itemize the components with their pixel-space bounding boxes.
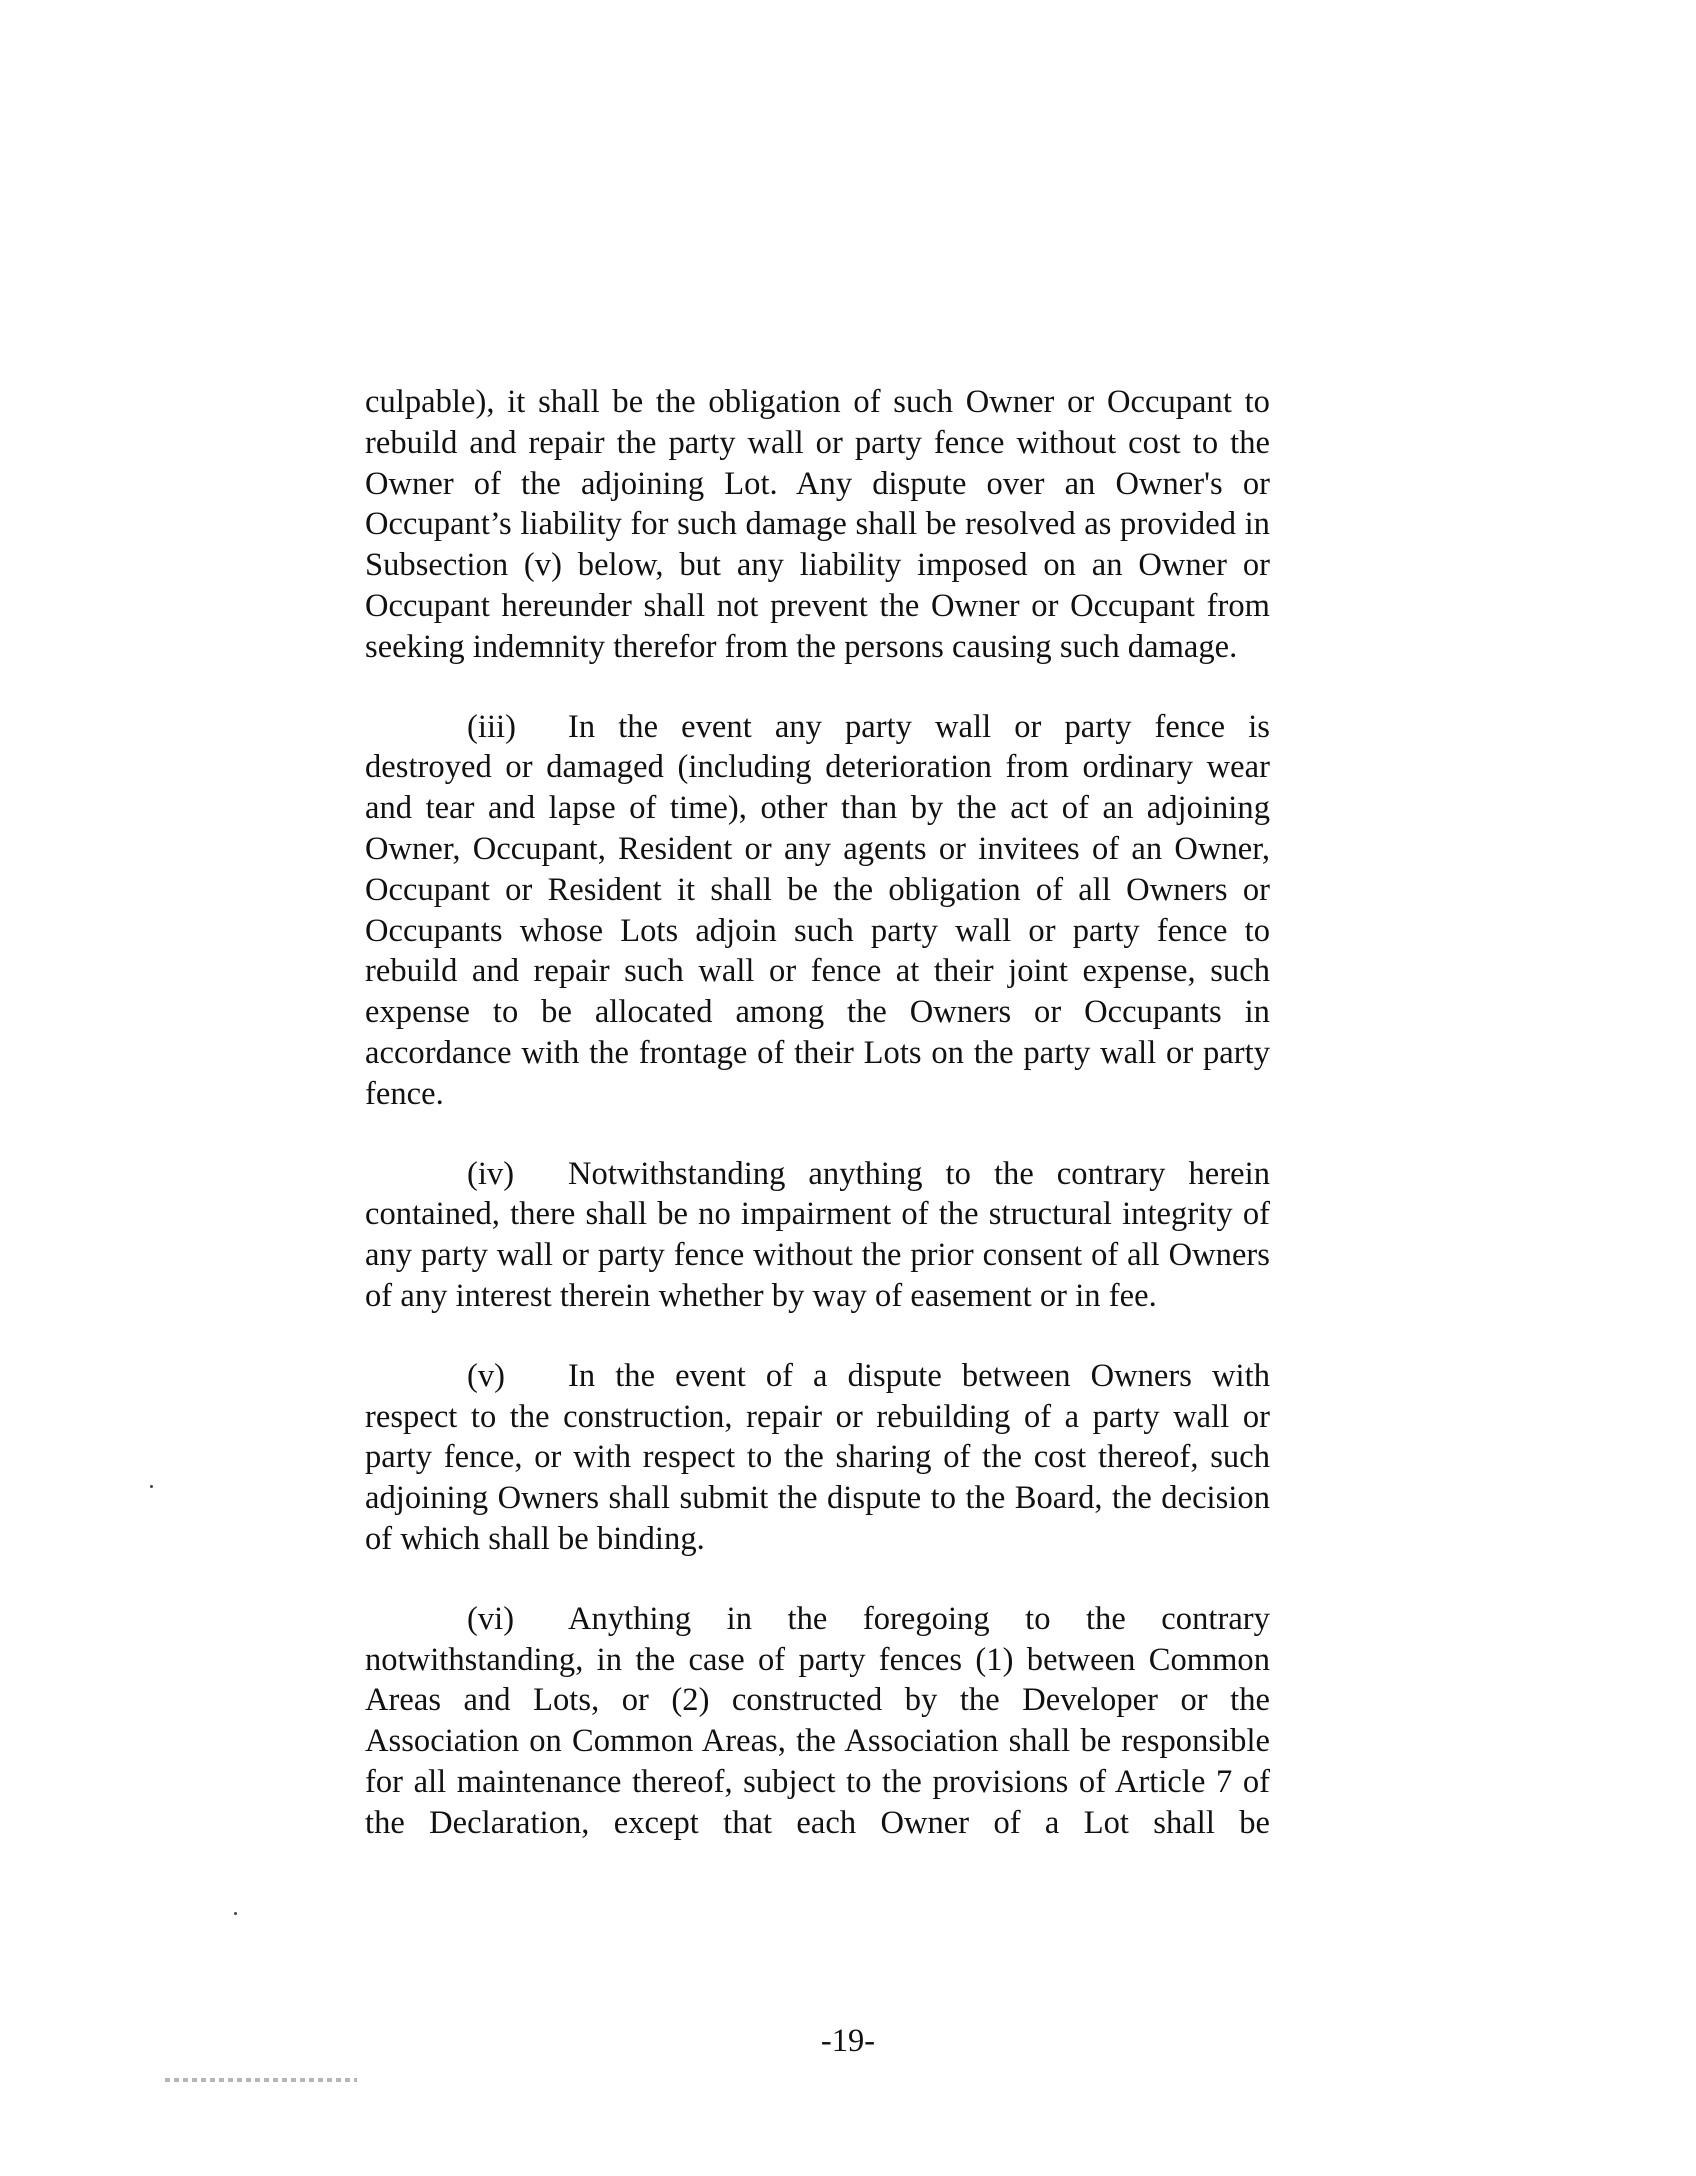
paragraph-text: In the event of a dispute between Owners with respect to the construction, repair or rebuilding of a party wall or party fence, or with respect to the sharing of the cost thereof, such adjoining Owners shall submit the dispute to the Board, the decision of which shall be binding. (365, 1357, 1270, 1557)
paragraph-text: In the event any party wall or party fence is destroyed or damaged (including deterioration from ordinary wear and tear and lapse of time), other than by the act of an adjoining Owner, Occupant, Resident or any agents or invitees of an Owner, Occupant or Resident it shall be the obligation of all Owners or Occupants whose Lots adjoin such party wall or party fence to rebuild and repair such wall or fence at their joint expense, such expense to be allocated among the Owners or Occupants in accordance with the frontage of their Lots on the party wall or party fence. (365, 708, 1270, 1112)
paragraph-v (365, 1356, 1270, 1560)
paragraph-iv (365, 1154, 1270, 1317)
paragraph-vi (365, 1599, 1270, 1844)
document-body (365, 382, 1270, 1883)
paragraph-marker: (iii) (467, 708, 516, 745)
paragraph-marker: (iv) (467, 1155, 515, 1192)
faded-footer-code (165, 2078, 357, 2082)
paragraph-marker: (v) (467, 1357, 506, 1394)
paragraph-text: culpable), it shall be the obligation of such Owner or Occupant to rebuild and repair the party wall or party fence without cost to the Owner of the adjoining Lot. Any dispute over an Owner's or Occupant’s liability for such damage shall be resolved as provided in Subsection (v) below, but any liability imposed on an Owner or Occupant hereunder shall not prevent the Owner or Occupant from seeking indemnity therefor from the persons causing such damage. (365, 384, 1270, 665)
paragraph-marker: (vi) (467, 1600, 515, 1637)
scan-speck (234, 1912, 237, 1915)
paragraph-text: Anything in the foregoing to the contrary notwithstanding, in the case of party fences (1) between Common Areas and Lots, or (2) constructed by the Developer or the Association on Common Areas, the Association shall be responsible for all maintenance thereof, subject to the provisions of Article 7 of the Declaration, except that each Owner of a Lot shall be (365, 1600, 1270, 1841)
page-number: -19- (820, 2023, 876, 2059)
scan-speck (150, 1485, 153, 1488)
paragraph-continuation (365, 382, 1270, 668)
paragraph-iii (365, 707, 1270, 1115)
paragraph-text: Notwithstanding anything to the contrary herein contained, there shall be no impairment of the structural integrity of any party wall or party fence without the prior consent of all Owners of any interest therein whether by way of easement or in fee. (365, 1155, 1270, 1314)
